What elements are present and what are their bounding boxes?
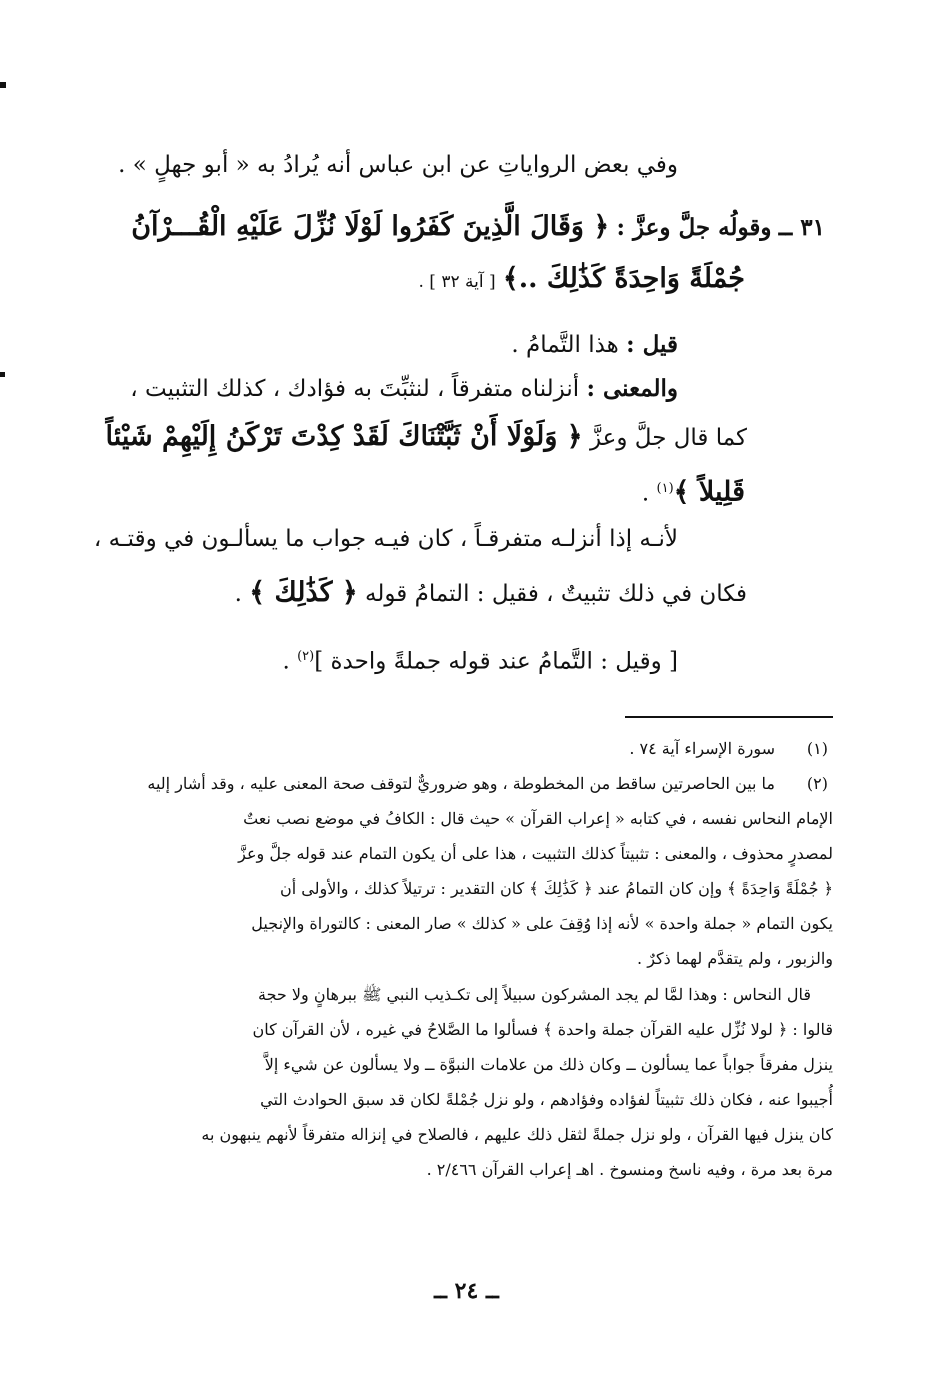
footnote-line: لمصدرٍ محذوف ، والمعنى : تثبيتاً كذلك التثبيت ، هذا على أن يكون التمام عند قوله جلَّ وعزَّ (238, 844, 833, 863)
body-line (282, 640, 678, 679)
page-number: ــ ٢٤ ــ (434, 1278, 499, 1304)
maana-line (130, 372, 678, 406)
maana-label: والمعنى : (586, 375, 678, 402)
entry-31-line (131, 210, 825, 245)
footnote-line: أُجيبوا عنه ، فكان ذلك تثبيتاً لفؤاده وفؤادهم ، ولو نزل جُمْلةً لكان قد سبق الحوادث التي (260, 1090, 833, 1109)
footnote-line: مرة بعد مرة ، وفيه ناسخ ومنسوخ . اهـ إعراب القرآن ٢/٤٦٦ . (426, 1160, 833, 1179)
footnote-line: ﴿ جُمْلَةً وَاحِدَةً ﴾ وإن كان التمامُ عند ﴿ كَذَٰلِكَ ﴾ كان التقدير : ترتيلاً كذلك ، والأولى أن (279, 879, 833, 898)
quran-quote: ﴿ وَلَوْلَا أَنْ ثَبَّتْنَاكَ لَقَدْ كِدْتَ تَرْكَنُ إِلَيْهِمْ شَيْئاً (105, 421, 583, 452)
verse-reference: [ آية ٣٢ ] . (418, 272, 496, 292)
period: . (282, 648, 290, 675)
margin-mark (0, 82, 6, 88)
footnote-line: كان ينزل فيها القرآن ، ولو نزل جملةً لثقل ذلك عليهم ، فالصلاح في إنزاله متفرقاً لأنهم ينبهون به (201, 1125, 833, 1144)
entry-number: ٣١ ــ (778, 214, 825, 241)
text: [ وقيل : التَّمامُ عند قوله جملةً واحدة ] (314, 648, 678, 675)
quran-continuation (642, 472, 745, 511)
footnote-number: (٢) (806, 774, 828, 793)
footnote-line: قال النحاس : وهذا لمَّا لم يجد المشركون سبيلاً إلى تكـذيب النبي ﷺ ببرهانٍ ولا حجة (258, 985, 811, 1004)
footnote-line: الإمام النحاس نفسه ، في كتابه « إعراب القرآن » حيث قال : الكافُ في موضع نصب نعتٌ (243, 809, 833, 828)
text: فكان في ذلك تثبيتٌ ، فقيل : التمامُ قوله (365, 581, 747, 607)
footnote-line: ما بين الحاصرتين ساقط من المخطوطة ، وهو ضروريٌّ لتوقف صحة المعنى عليه ، وقد أشار إليه (147, 774, 775, 793)
footnote-text: سورة الإسراء آية ٧٤ . (629, 739, 775, 758)
text: وفي بعض الرواياتِ عن ابن عباس أنه يُرادُ به « أبو جهلٍ » . (118, 152, 678, 178)
footnote-line: والزبور ، ولم يتقدَّم لهما ذكرٌ . (637, 949, 833, 968)
footnote-line: قالوا : ﴿ لولا نُزِّل عليه القرآن جملة واحدة ﴾ فسألوا ما الصَّلاحُ في غيره ، لأن القرآن كان (252, 1020, 833, 1039)
quran-quote: قَلِيلاً ﴾ (673, 476, 745, 508)
footnote-line: ينزل مفرقاً جواباً عما يسألون ــ وكان ذلك من علامات النبوَّة ــ ولا يسألون عن شيء إلاَّ (264, 1055, 833, 1074)
body-line (235, 576, 747, 611)
qila-label: قيل : (626, 331, 678, 358)
quran-continuation (418, 262, 745, 299)
period: . (641, 480, 650, 507)
kama-line (105, 420, 747, 455)
period: . (234, 581, 242, 607)
footnote-divider (625, 716, 833, 718)
kama-lead: كما قال جلَّ وعزَّ (589, 425, 747, 451)
qila-line (511, 328, 678, 362)
quran-quote: جُمْلَةً وَاحِدَةً كَذَٰلِكَ ..﴾ (502, 263, 745, 294)
footnote-line: يكون التمام « جملة واحدة » لأنه إذا وُقِفَ على « كذلك » صار المعنى : كالتوراة والإنجيل (251, 914, 833, 933)
footnote-marker: (١) (656, 481, 674, 496)
maana-text: أنزلناه متفرقاً ، لنثبِّتَ به فؤادك ، كذلك التثبيت ، (130, 376, 580, 402)
qila-text: هذا التَّمامُ . (511, 332, 619, 358)
body-line (118, 148, 678, 182)
quran-quote: ﴿ كَذَٰلِكَ ﴾ (249, 577, 358, 608)
text: لأنـه إذا أنزلـه متفرقـاً ، كان فيـه جواب ما يسألـون في وقتـه ، (93, 526, 678, 552)
entry-lead: وقولُه جلَّ وعزَّ : (616, 214, 772, 241)
footnote-marker: (٢) (297, 649, 315, 664)
footnote-number: (١) (806, 739, 828, 758)
quran-quote: ﴿ وَقَالَ الَّذِينَ كَفَرُوا لَوْلَا نُزِّلَ عَلَيْهِ الْقُـــرْآنُ (131, 211, 610, 242)
body-line (94, 522, 678, 556)
margin-mark (0, 372, 5, 377)
